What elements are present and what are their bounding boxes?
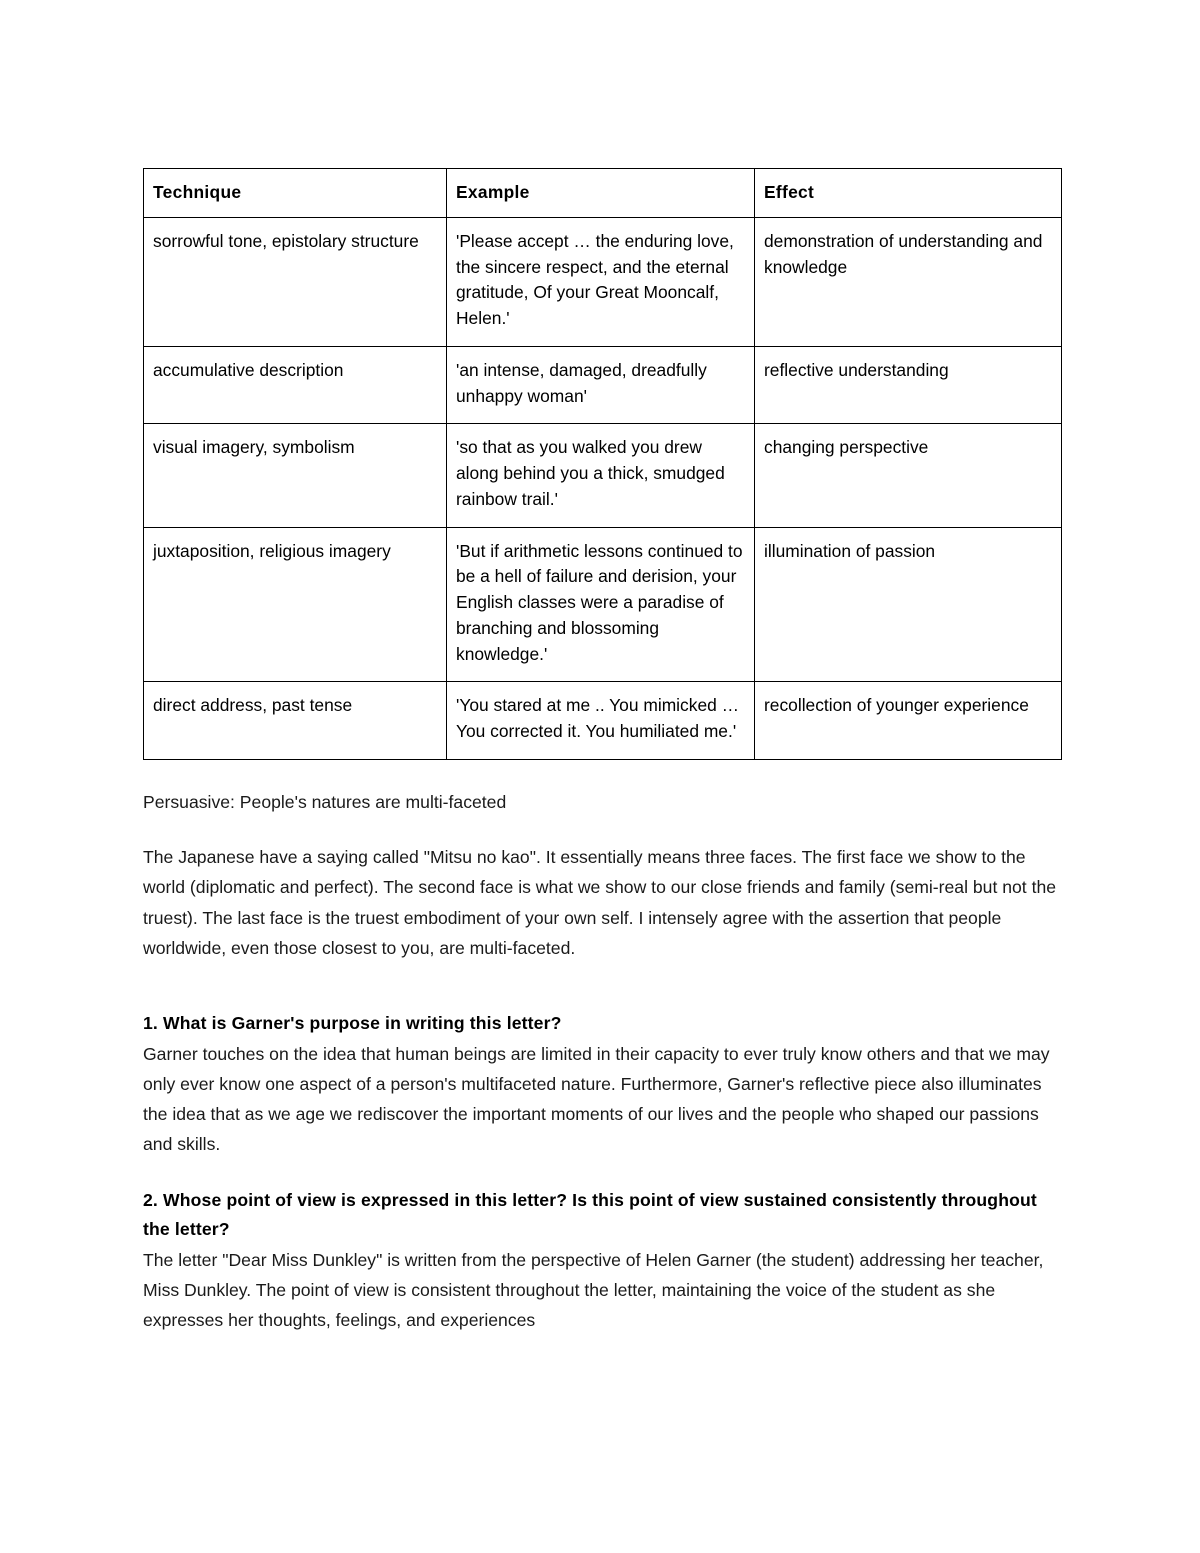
table-body [144, 217, 1062, 759]
column-header-effect: Effect [755, 169, 1062, 218]
persuasive-heading: Persuasive: People's natures are multi-faceted [143, 791, 507, 812]
column-header-technique: Technique [144, 169, 447, 218]
cell-example: 'But if arithmetic lessons continued to be a hell of failure and derision, your English classes were a paradise of branching and blossoming knowledge.' [447, 527, 755, 682]
answer-text: Garner touches on the idea that human beings are limited in their capacity to ever truly know others and that we may only ever know one aspect of a person's multifaceted nature. Furthermore, Garner's reflective piece also illuminates the idea that as we age we rediscover the important moments of our lives and the people who shaped our passions and skills. [143, 1043, 1050, 1155]
cell-effect: demonstration of understanding and knowledge [755, 217, 1062, 346]
question-item [143, 1186, 1061, 1336]
question-text: 2. Whose point of view is expressed in this letter? Is this point of view sustained consistently throughout the letter? [143, 1189, 1037, 1240]
questions-section [143, 1009, 1061, 1335]
cell-technique: sorrowful tone, epistolary structure [144, 217, 447, 346]
cell-technique: accumulative description [144, 346, 447, 424]
persuasive-section [143, 787, 1061, 963]
cell-example: 'Please accept … the enduring love, the sincere respect, and the eternal gratitude, Of your Great Mooncalf, Helen.' [447, 217, 755, 346]
question-text: 1. What is Garner's purpose in writing this letter? [143, 1013, 562, 1033]
cell-example: 'You stared at me .. You mimicked … You corrected it. You humiliated me.' [447, 682, 755, 760]
table-row [144, 424, 1062, 527]
cell-example: 'an intense, damaged, dreadfully unhappy woman' [447, 346, 755, 424]
table-row [144, 682, 1062, 760]
cell-technique: juxtaposition, religious imagery [144, 527, 447, 682]
cell-technique: direct address, past tense [144, 682, 447, 760]
question-item [143, 1009, 1061, 1160]
cell-technique: visual imagery, symbolism [144, 424, 447, 527]
table-header [144, 169, 1062, 218]
column-header-example: Example [447, 169, 755, 218]
cell-example: 'so that as you walked you drew along behind you a thick, smudged rainbow trail.' [447, 424, 755, 527]
cell-effect: recollection of younger experience [755, 682, 1062, 760]
cell-effect: illumination of passion [755, 527, 1062, 682]
document-content [143, 168, 1061, 1335]
technique-example-effect-table [143, 168, 1062, 760]
persuasive-body-paragraph: The Japanese have a saying called "Mitsu no kao". It essentially means three faces. The first face we show to the world (diplomatic and perfect). The second face is what we show to our close friends and family (semi-real but not the truest). The last face is the truest embodiment of your own self. I intensely agree with the assertion that people worldwide, even those closest to you, are multi-faceted. [143, 847, 1057, 958]
table-header-row [144, 169, 1062, 218]
cell-effect: reflective understanding [755, 346, 1062, 424]
answer-text: The letter "Dear Miss Dunkley" is written from the perspective of Helen Garner (the student) addressing her teacher, Miss Dunkley. The point of view is consistent throughout the letter, maintaining the voice of the student as she expresses her thoughts, feelings, and experiences [143, 1249, 1044, 1331]
table-row [144, 346, 1062, 424]
cell-effect: changing perspective [755, 424, 1062, 527]
table-row [144, 527, 1062, 682]
table-row [144, 217, 1062, 346]
